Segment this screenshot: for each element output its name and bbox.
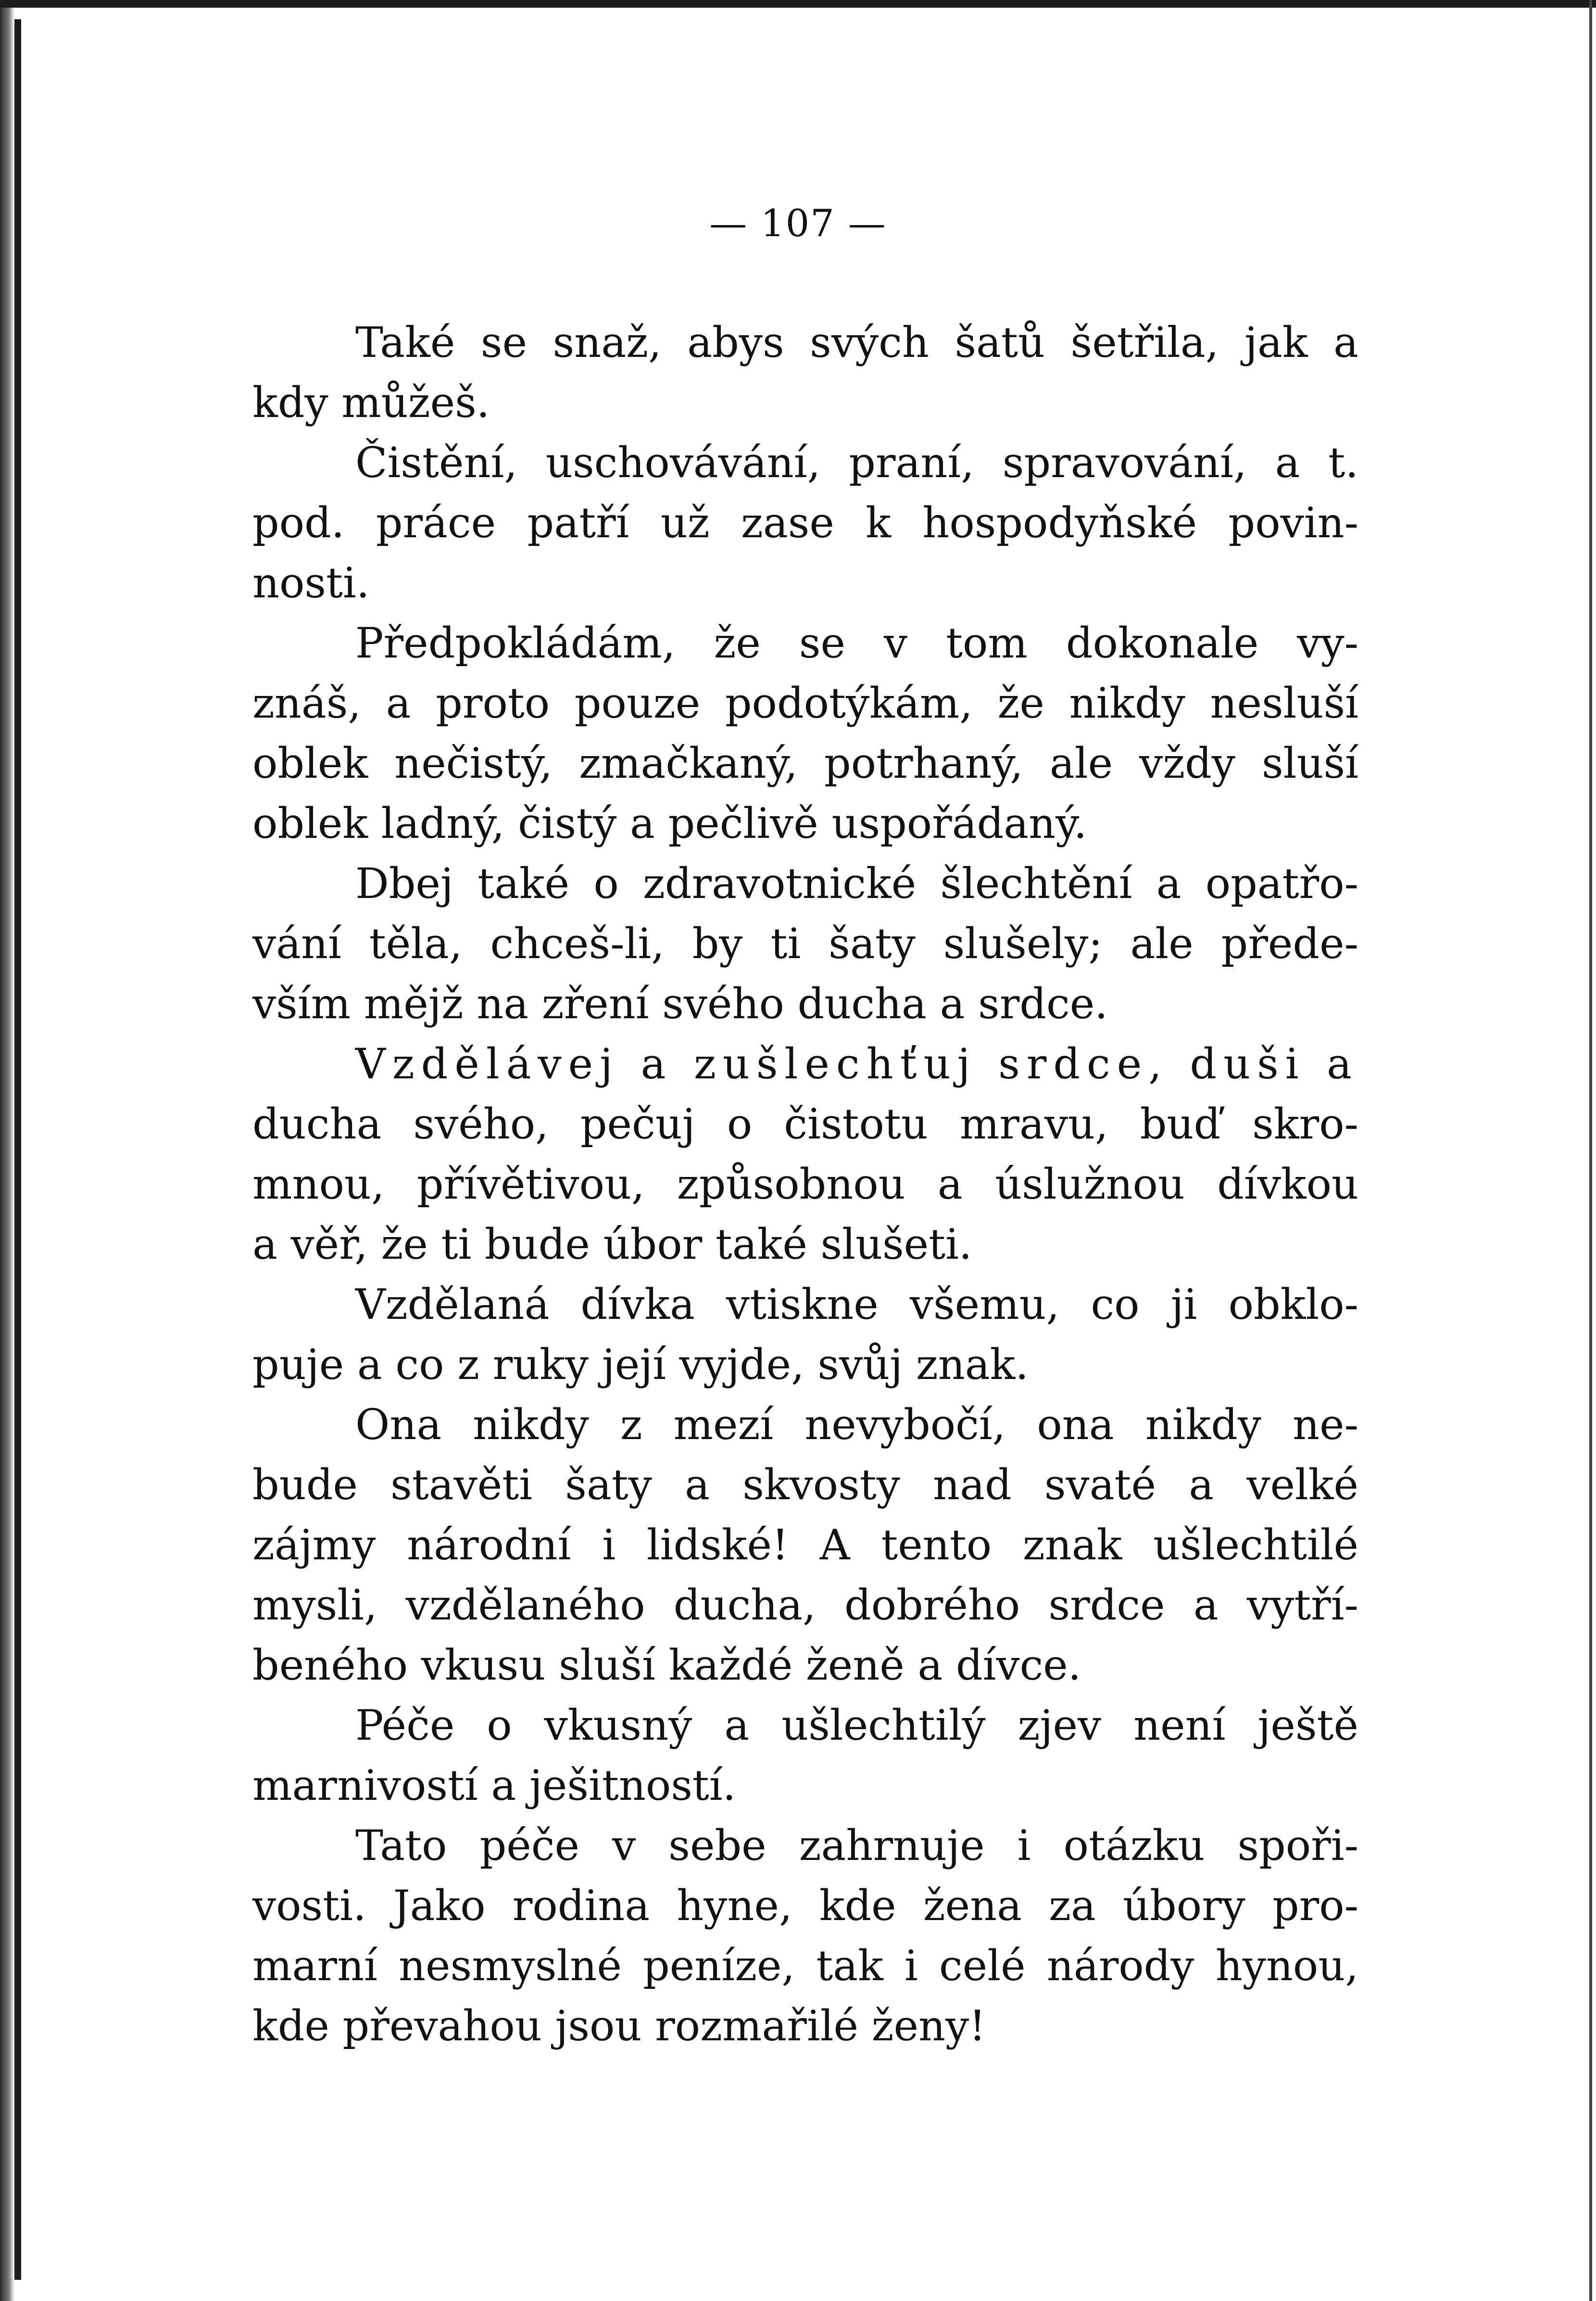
text-line: oblek ladný, čistý a pečlivě uspořádaný. (252, 799, 1087, 848)
text-line: kde převahou jsou rozmařilé ženy! (252, 2001, 986, 2050)
top-edge (0, 0, 1596, 8)
text-line: marnivostí a ješitností. (252, 1761, 736, 1810)
right-edge (1589, 0, 1592, 2301)
text-line: Vzdělávej a zušlechťuj srdce, duši a (355, 1039, 1358, 1088)
text-line: Péče o vkusný a ušlechtilý zjev není ještě (355, 1701, 1358, 1750)
text-line: ducha svého, pečuj o čistotu mravu, buď skro- (252, 1100, 1358, 1149)
text-line: mnou, přívětivou, způsobnou a úslužnou dívkou (252, 1160, 1358, 1209)
binding-edge (14, 19, 21, 2280)
page-number: — 107 — (709, 202, 887, 245)
text-line: Předpokládám, že se v tom dokonale vy- (355, 619, 1358, 668)
text-line: bude stavěti šaty a skvosty nad svaté a velké (252, 1460, 1358, 1509)
text-line: marní nesmyslné peníze, tak i celé národy hynou, (252, 1941, 1358, 1990)
text-line: zájmy národní i lidské! A tento znak ušlechtilé (252, 1520, 1358, 1569)
binding-shadow (0, 0, 14, 2301)
text-line: pod. práce patří už zase k hospodyňské povin- (252, 498, 1358, 547)
text-line: nosti. (252, 558, 370, 607)
text-line: Ona nikdy z mezí nevybočí, ona nikdy ne- (355, 1400, 1358, 1449)
text-line: a věř, že ti bude úbor také slušeti. (252, 1220, 972, 1269)
text-line: puje a co z ruky její vyjde, svůj znak. (252, 1340, 1029, 1389)
text-line: oblek nečistý, zmačkaný, potrhaný, ale vždy sluší (252, 739, 1358, 788)
body-text (252, 313, 1358, 2056)
text-line: Také se snaž, abys svých šatů šetřila, jak a (355, 318, 1358, 367)
text-line: kdy můžeš. (252, 378, 490, 427)
text-line: beného vkusu sluší každé ženě a dívce. (252, 1641, 1081, 1690)
text-line: vosti. Jako rodina hyne, kde žena za úbory pro- (252, 1881, 1358, 1930)
text-line: vším mějž na zření svého ducha a srdce. (252, 979, 1108, 1028)
text-line: mysli, vzdělaného ducha, dobrého srdce a vytří- (252, 1580, 1358, 1630)
text-line: Tato péče v sebe zahrnuje i otázku spoři- (355, 1821, 1358, 1870)
text-line: Vzdělaná dívka vtiskne všemu, co ji obklo- (355, 1280, 1358, 1329)
text-line: znáš, a proto pouze podotýkám, že nikdy nesluší (252, 679, 1358, 728)
text-line: Čistění, uschovávání, praní, spravování, a t. (355, 438, 1358, 487)
text-line: Dbej také o zdravotnické šlechtění a opatřo- (355, 859, 1358, 908)
text-line: vání těla, chceš-li, by ti šaty slušely; ale přede- (252, 919, 1358, 968)
